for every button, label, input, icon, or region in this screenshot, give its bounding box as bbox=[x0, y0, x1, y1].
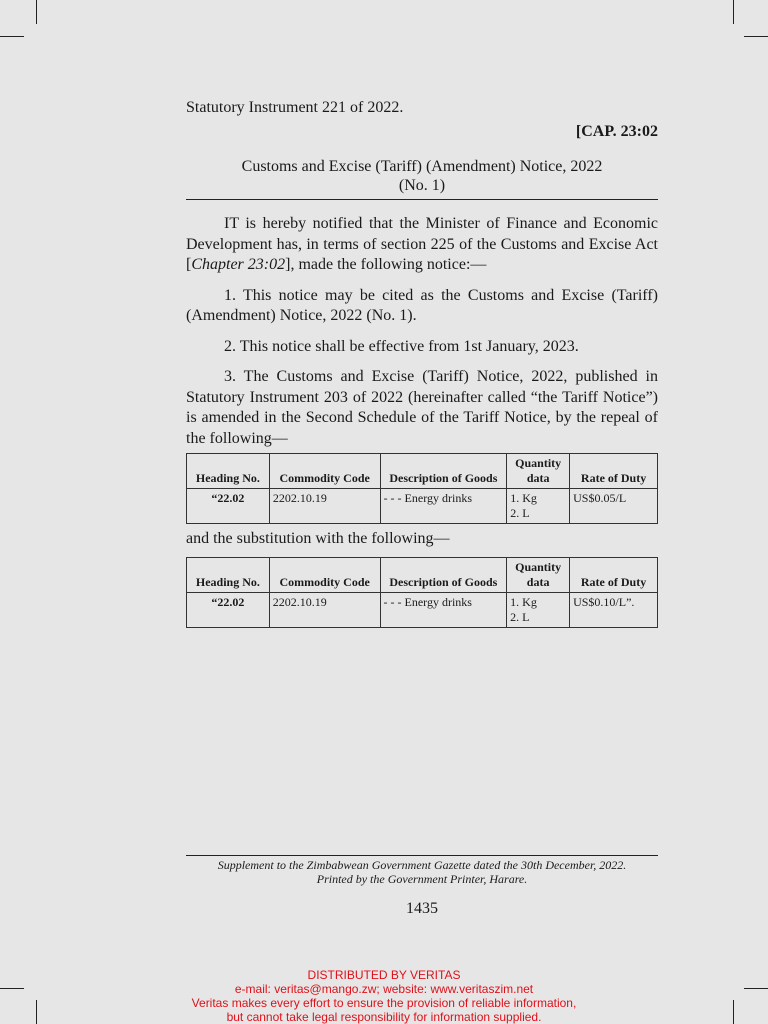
table-row bbox=[187, 593, 658, 628]
quantity-line-2: 2. L bbox=[510, 506, 530, 520]
gazette-supplement-note bbox=[186, 858, 658, 886]
header-heading-no: Heading No. bbox=[187, 558, 270, 593]
table-row bbox=[187, 489, 658, 524]
header-quantity: Quantity data bbox=[507, 454, 570, 489]
crop-mark-top-left-horizontal bbox=[0, 36, 24, 37]
paragraph-1: 1. This notice may be cited as the Customs and Excise (Tariff) (Amendment) Notice, 2022 (No. 1). bbox=[186, 286, 658, 324]
header-commodity-code: Commodity Code bbox=[269, 454, 380, 489]
cell-description: - - - Energy drinks bbox=[380, 489, 507, 524]
document-page bbox=[186, 0, 658, 1024]
chapter-reference: [CAP. 23:02 bbox=[575, 123, 658, 140]
header-rate: Rate of Duty bbox=[570, 558, 658, 593]
notice-title bbox=[186, 157, 658, 195]
statutory-instrument-number: Statutory Instrument 221 of 2022. bbox=[186, 99, 404, 116]
header-commodity-code: Commodity Code bbox=[269, 558, 380, 593]
intro-chapter-italic: Chapter 23:02 bbox=[191, 256, 286, 273]
cell-heading: “22.02 bbox=[187, 489, 270, 524]
cell-heading: “22.02 bbox=[187, 593, 270, 628]
footer-divider bbox=[186, 855, 658, 856]
cell-quantity bbox=[507, 593, 570, 628]
substitution-text: and the substitution with the following— bbox=[186, 530, 450, 547]
cell-rate: US$0.05/L bbox=[570, 489, 658, 524]
notice-body bbox=[186, 214, 658, 459]
substituted-tariff-table bbox=[186, 557, 658, 628]
quantity-line-1: 1. Kg bbox=[510, 595, 537, 609]
header-quantity: Quantity data bbox=[507, 558, 570, 593]
crop-mark-top-right-vertical bbox=[733, 0, 734, 24]
paragraph-2: 2. This notice shall be effective from 1st January, 2023. bbox=[224, 337, 579, 355]
repealed-tariff-table bbox=[186, 453, 658, 524]
header-rate: Rate of Duty bbox=[570, 454, 658, 489]
veritas-distributed-by: DISTRIBUTED BY VERITAS bbox=[307, 968, 461, 982]
paragraph-3: 3. The Customs and Excise (Tariff) Notice, 2022, published in Statutory Instrument 203 of 2022 (hereinafter called “the Tariff Notice”) is amended in the Second Schedule of the Tariff Notice, by the repeal of the following— bbox=[186, 368, 658, 447]
header-description: Description of Goods bbox=[380, 558, 507, 593]
cell-quantity bbox=[507, 489, 570, 524]
veritas-disclaimer-line1: Veritas makes every effort to ensure the provision of reliable information, bbox=[191, 996, 577, 1010]
table-header-row bbox=[187, 454, 658, 489]
cell-description: - - - Energy drinks bbox=[380, 593, 507, 628]
veritas-contact: e-mail: veritas@mango.zw; website: www.veritaszim.net bbox=[234, 982, 534, 996]
title-divider bbox=[186, 199, 658, 200]
veritas-disclaimer-line2: but cannot take legal responsibility for information supplied. bbox=[226, 1010, 542, 1024]
cell-code: 2202.10.19 bbox=[269, 593, 380, 628]
quantity-line-1: 1. Kg bbox=[510, 491, 537, 505]
cell-code: 2202.10.19 bbox=[269, 489, 380, 524]
crop-mark-top-left-vertical bbox=[36, 0, 37, 24]
crop-mark-top-right-horizontal bbox=[744, 36, 768, 37]
header-heading-no: Heading No. bbox=[187, 454, 270, 489]
notice-title-line2: (No. 1) bbox=[398, 177, 446, 194]
intro-paragraph bbox=[186, 214, 658, 276]
cell-rate: US$0.10/L”. bbox=[570, 593, 658, 628]
supplement-line1: Supplement to the Zimbabwean Government Gazette dated the 30th December, 2022. bbox=[217, 858, 627, 872]
intro-text-part2: ], made the following notice:— bbox=[285, 256, 487, 273]
supplement-line2: Printed by the Government Printer, Harare. bbox=[316, 872, 528, 886]
page-number: 1435 bbox=[406, 900, 438, 917]
table-header-row bbox=[187, 558, 658, 593]
veritas-disclaimer bbox=[0, 968, 768, 1024]
notice-title-line1: Customs and Excise (Tariff) (Amendment) Notice, 2022 bbox=[241, 158, 603, 175]
quantity-line-2: 2. L bbox=[510, 610, 530, 624]
intro-text-part1: IT is hereby notified that the Minister of Finance and Economic Development has, in terms of section 225 of the Customs and Excise Act [ bbox=[186, 215, 658, 273]
header-description: Description of Goods bbox=[380, 454, 507, 489]
